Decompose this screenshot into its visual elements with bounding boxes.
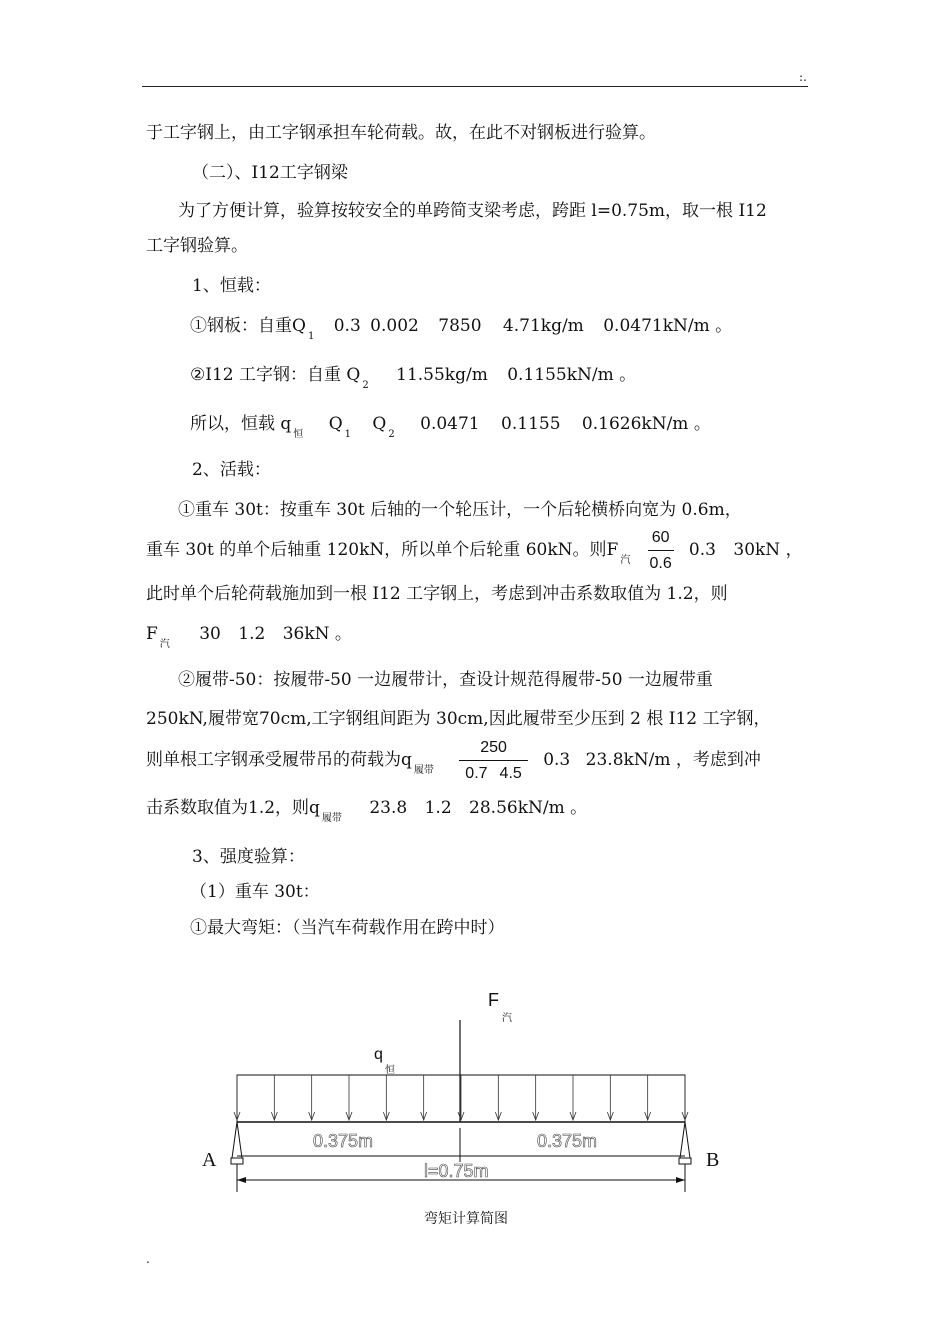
support-a-label: A [202, 1149, 217, 1171]
formula-text: 击系数取值为1.2，则q [146, 798, 320, 818]
figure-caption: 弯矩计算简图 [424, 1211, 508, 1227]
subheading-dead-load: 1、恒载： [192, 276, 271, 296]
load-arrow-head [309, 1112, 315, 1120]
formula-crawler-impact [146, 796, 587, 823]
formula-value: 0.0471kN/m 。 [603, 316, 733, 336]
formula-steel-plate [190, 314, 732, 341]
fraction-numerator: 60 [648, 528, 674, 551]
formula-subscript: 汽 [620, 555, 631, 566]
formula-subscript: 恒 [293, 429, 304, 440]
fraction [459, 738, 528, 784]
support-b [679, 1122, 691, 1164]
formula-dead-load-total [190, 412, 711, 439]
dimension-right: 0.375m [537, 1131, 598, 1151]
formula-text: Q [328, 414, 343, 434]
formula-text: 则单根工字钢承受履带吊的荷载为q [146, 750, 412, 770]
load-arrow-head [682, 1112, 688, 1120]
formula-value: 30kN ， [733, 540, 803, 560]
formula-value: 11.55kg/m [396, 365, 488, 385]
formula-crawler-load [146, 736, 761, 787]
formula-value: 36kN 。 [282, 624, 352, 644]
support-b-label: B [706, 1149, 720, 1171]
formula-value: 0.1626kN/m 。 [581, 414, 711, 434]
formula-text: Q [372, 414, 387, 434]
formula-text: F [146, 624, 158, 644]
load-arrow-head [533, 1112, 539, 1120]
force-label: F [488, 990, 499, 1010]
load-arrow-head [271, 1112, 277, 1120]
formula-value: 0.3 [688, 540, 716, 560]
fraction [648, 528, 674, 574]
formula-value: 4.71kg/m [502, 316, 584, 336]
load-arrow-head [346, 1112, 352, 1120]
paragraph-line: 此时单个后轮荷载施加到一根 I12 工字钢上，考虑到冲击系数取值为 1.2，则 [146, 584, 728, 604]
formula-i12-steel [190, 363, 636, 390]
formula-subscript: 1 [344, 429, 352, 440]
header-mark: :. [799, 70, 807, 84]
paragraph-line: 为了方便计算，验算按较安全的单跨简支梁考虑，跨距 l=0.75m，取一根 I12 [178, 201, 767, 221]
formula-value: 7850 [438, 316, 482, 336]
formula-value: 1.2 [238, 624, 266, 644]
paragraph-line: 250kN,履带宽70cm,工字钢组间距为 30cm,因此履带至少压到 2 根 I12 工字钢， [146, 709, 771, 729]
formula-value: 0.1155kN/m 。 [507, 365, 637, 385]
dimension-left: 0.375m [313, 1131, 374, 1151]
subheading-max-moment: ①最大弯矩：（当汽车荷载作用在跨中时） [190, 918, 505, 938]
formula-subscript: 汽 [159, 639, 170, 650]
force-subscript: 汽 [502, 1013, 512, 1024]
fraction-denominator: 0.6 [649, 554, 672, 572]
formula-value: 23.8kN/m ，考虑到冲 [585, 750, 761, 770]
formula-text: ①钢板：自重Q [190, 316, 306, 336]
load-arrow-head [458, 1112, 464, 1120]
formula-value: 0.002 [370, 316, 419, 336]
formula-subscript: 1 [307, 331, 315, 342]
support-a [231, 1122, 243, 1164]
formula-truck-impact [146, 622, 352, 649]
load-arrow-head [383, 1112, 389, 1120]
dimension-total: l=0.75m [424, 1161, 489, 1181]
load-arrow-head [607, 1112, 613, 1120]
footer-mark: . [146, 1252, 150, 1266]
load-arrow-head [234, 1112, 240, 1120]
formula-text: 所以，恒载 q [190, 414, 292, 434]
paragraph-line: ①重车 30t：按重车 30t 后轴的一个轮压计，一个后轮横桥向宽为 0.6m， [178, 500, 742, 520]
formula-value: 0.3 [333, 316, 361, 336]
subheading-live-load: 2、活载： [192, 460, 271, 480]
formula-truck-wheel [146, 526, 803, 577]
paragraph-line: 于工字钢上，由工字钢承担车轮荷载。故，在此不对钢板进行验算。 [146, 123, 656, 143]
fraction-numerator: 250 [459, 738, 528, 761]
load-arrow-head [495, 1112, 501, 1120]
load-arrow-head [570, 1112, 576, 1120]
paragraph-line: 工字钢验算。 [146, 236, 248, 256]
formula-subscript: 2 [362, 380, 369, 391]
formula-value: 1.2 [424, 798, 452, 818]
formula-value: 30 [199, 624, 221, 644]
formula-value: 28.56kN/m 。 [469, 798, 588, 818]
subheading-truck: （1）重车 30t： [190, 882, 320, 902]
load-arrows [234, 1075, 688, 1120]
formula-value: 0.3 [543, 750, 571, 770]
header-rule [142, 86, 808, 87]
formula-value: 0.0471 [420, 414, 480, 434]
formula-subscript: 履带 [413, 765, 434, 776]
formula-value: 23.8 [369, 798, 408, 818]
load-subscript: 恒 [385, 1065, 395, 1076]
fraction-denominator: 0.7 4.5 [465, 764, 522, 782]
subheading-strength-check: 3、强度验算： [192, 847, 305, 867]
load-arrow-head [645, 1112, 651, 1120]
formula-subscript: 履带 [321, 813, 342, 824]
distributed-load-area [237, 1075, 685, 1122]
load-label: q [374, 1046, 383, 1063]
section-heading: （二）、I12工字钢梁 [192, 163, 348, 183]
load-arrow-head [421, 1112, 427, 1120]
formula-text: 重车 30t 的单个后轴重 120kN，所以单个后轮重 60kN。则F [146, 540, 619, 560]
formula-subscript: 2 [388, 429, 395, 440]
formula-text: ②I12 工字钢：自重 Q [190, 365, 361, 385]
paragraph-line: ②履带-50：按履带-50 一边履带计，查设计规范得履带-50 一边履带重 [178, 670, 713, 690]
formula-value: 0.1155 [501, 414, 561, 434]
